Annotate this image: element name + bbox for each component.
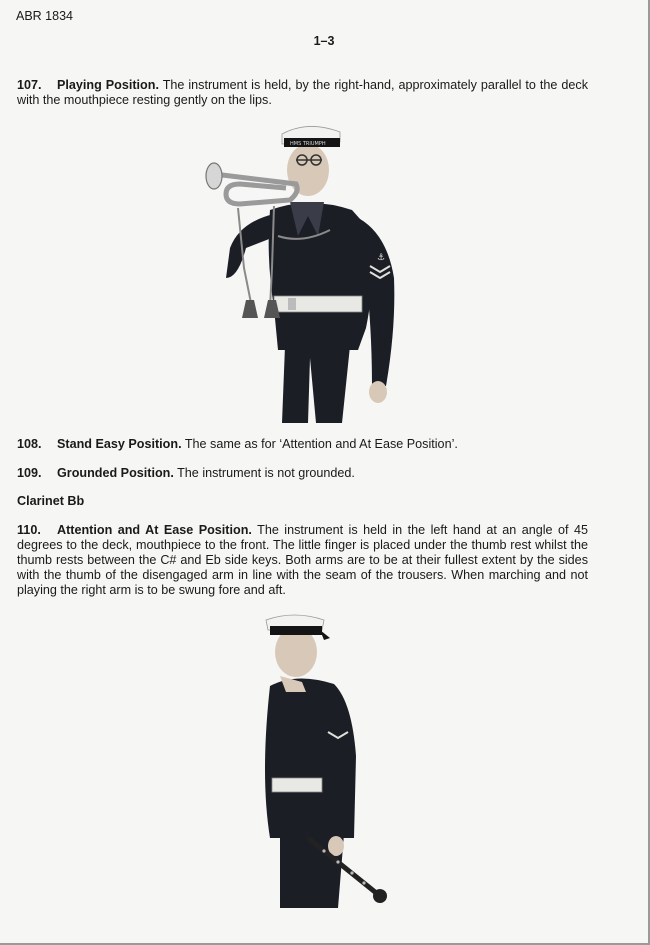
svg-text:⚓: ⚓ (377, 253, 386, 263)
paragraph-text: The same as for ‘Attention and At Ease Position’. (181, 437, 458, 451)
paragraph-heading: Stand Easy Position. (57, 437, 182, 451)
sailor-figure (226, 126, 394, 423)
paragraph-text: The instrument is held in the left hand at an angle of 45 degrees to the deck, mouthpiece to the front. The little finger is placed under the thumb rest whilst the thumb rests between the C# and Eb side keys. Both arms are to be at their fullest extent by the sides with the thumb of the disengaged arm in line with the seam of the trousers. When marching and not playing the right arm is to be swung fore and aft. (17, 523, 588, 597)
paragraph-heading: Attention and At Ease Position. (57, 523, 252, 537)
document-reference: ABR 1834 (16, 9, 73, 23)
paragraph-heading: Grounded Position. (57, 466, 174, 480)
paragraph-number: 108. (17, 437, 42, 451)
paragraph-text: The instrument is held, by the right-hand, approximately parallel to the deck with the mouthpiece resting gently on the lips. (17, 78, 588, 107)
clarinet-attention-position-photo (240, 606, 400, 912)
cap-band-text: HMS TRIUMPH (290, 141, 326, 147)
paragraph-number: 109. (17, 466, 42, 480)
section-heading: Clarinet Bb (17, 494, 85, 508)
paragraph-110 (17, 523, 588, 598)
page-number: 1–3 (313, 34, 335, 48)
paragraph-heading: Playing Position. (57, 78, 159, 92)
paragraph-109 (17, 466, 588, 481)
paragraph-number: 107. (17, 78, 42, 92)
bugler-playing-position-photo (190, 118, 430, 430)
paragraph-number: 110. (17, 523, 41, 537)
paragraph-107 (17, 78, 588, 108)
paragraph-text: The instrument is not grounded. (173, 466, 355, 480)
paragraph-108 (17, 437, 588, 452)
